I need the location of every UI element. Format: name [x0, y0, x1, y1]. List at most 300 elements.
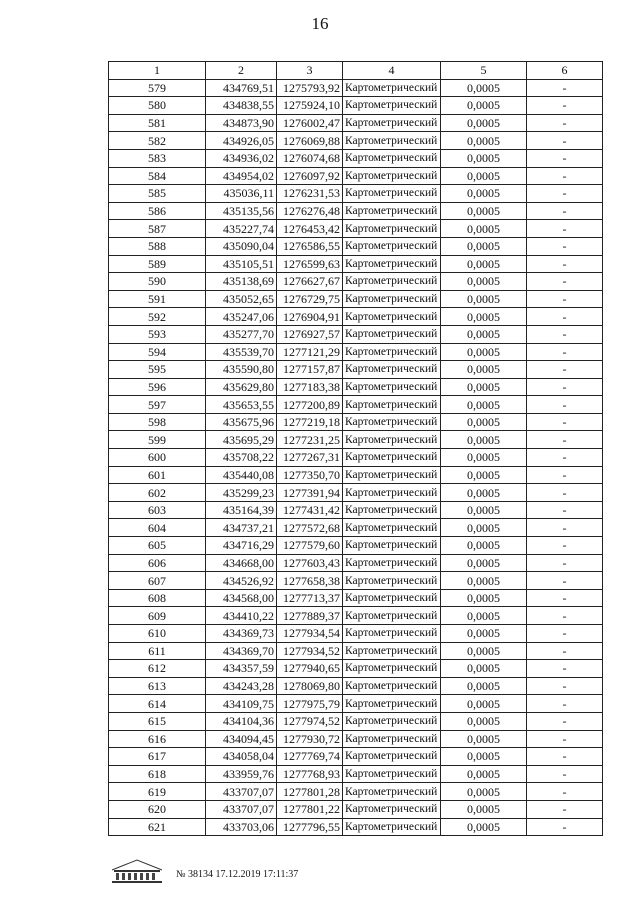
accuracy-cell: 0,0005 [441, 273, 527, 291]
note-cell: - [527, 79, 603, 97]
x-coordinate-cell: 435695,29 [206, 431, 277, 449]
method-cell: Картометрический [343, 642, 441, 660]
point-number-cell: 615 [109, 712, 206, 730]
method-cell: Картометрический [343, 220, 441, 238]
column-header: 5 [441, 62, 527, 80]
coordinates-table [108, 61, 603, 836]
method-cell: Картометрический [343, 149, 441, 167]
table-row [109, 413, 603, 431]
accuracy-cell: 0,0005 [441, 361, 527, 379]
y-coordinate-cell: 1277796,55 [277, 818, 343, 836]
point-number-cell: 590 [109, 273, 206, 291]
table-row [109, 589, 603, 607]
table-row [109, 449, 603, 467]
note-cell: - [527, 167, 603, 185]
note-cell: - [527, 572, 603, 590]
accuracy-cell: 0,0005 [441, 325, 527, 343]
y-coordinate-cell: 1277769,74 [277, 748, 343, 766]
accuracy-cell: 0,0005 [441, 712, 527, 730]
table-row [109, 660, 603, 678]
accuracy-cell: 0,0005 [441, 378, 527, 396]
point-number-cell: 609 [109, 607, 206, 625]
point-number-cell: 601 [109, 466, 206, 484]
y-coordinate-cell: 1276599,63 [277, 255, 343, 273]
method-cell: Картометрический [343, 537, 441, 555]
x-coordinate-cell: 434369,70 [206, 642, 277, 660]
table-row [109, 572, 603, 590]
note-cell: - [527, 114, 603, 132]
accuracy-cell: 0,0005 [441, 554, 527, 572]
accuracy-cell: 0,0005 [441, 97, 527, 115]
x-coordinate-cell: 434926,05 [206, 132, 277, 150]
column-header: 1 [109, 62, 206, 80]
table-row [109, 361, 603, 379]
table-row [109, 554, 603, 572]
x-coordinate-cell: 435090,04 [206, 237, 277, 255]
point-number-cell: 596 [109, 378, 206, 396]
method-cell: Картометрический [343, 396, 441, 414]
method-cell: Картометрический [343, 677, 441, 695]
method-cell: Картометрический [343, 519, 441, 537]
note-cell: - [527, 466, 603, 484]
accuracy-cell: 0,0005 [441, 290, 527, 308]
x-coordinate-cell: 434094,45 [206, 730, 277, 748]
y-coordinate-cell: 1277572,68 [277, 519, 343, 537]
accuracy-cell: 0,0005 [441, 202, 527, 220]
y-coordinate-cell: 1276002,47 [277, 114, 343, 132]
accuracy-cell: 0,0005 [441, 308, 527, 326]
table-row [109, 97, 603, 115]
accuracy-cell: 0,0005 [441, 748, 527, 766]
y-coordinate-cell: 1277889,37 [277, 607, 343, 625]
y-coordinate-cell: 1277930,72 [277, 730, 343, 748]
table-row [109, 220, 603, 238]
accuracy-cell: 0,0005 [441, 114, 527, 132]
table-row [109, 237, 603, 255]
note-cell: - [527, 783, 603, 801]
table-row [109, 695, 603, 713]
method-cell: Картометрический [343, 237, 441, 255]
y-coordinate-cell: 1277801,28 [277, 783, 343, 801]
y-coordinate-cell: 1277121,29 [277, 343, 343, 361]
point-number-cell: 616 [109, 730, 206, 748]
accuracy-cell: 0,0005 [441, 484, 527, 502]
note-cell: - [527, 712, 603, 730]
method-cell: Картометрический [343, 589, 441, 607]
table-row [109, 677, 603, 695]
note-cell: - [527, 255, 603, 273]
note-cell: - [527, 132, 603, 150]
table-row [109, 818, 603, 836]
note-cell: - [527, 537, 603, 555]
note-cell: - [527, 149, 603, 167]
method-cell: Картометрический [343, 255, 441, 273]
table-row [109, 273, 603, 291]
x-coordinate-cell: 435036,11 [206, 185, 277, 203]
note-cell: - [527, 642, 603, 660]
page-number: 16 [311, 14, 329, 33]
x-coordinate-cell: 435135,56 [206, 202, 277, 220]
accuracy-cell: 0,0005 [441, 149, 527, 167]
table-row [109, 484, 603, 502]
point-number-cell: 595 [109, 361, 206, 379]
method-cell: Картометрический [343, 572, 441, 590]
accuracy-cell: 0,0005 [441, 765, 527, 783]
x-coordinate-cell: 434716,29 [206, 537, 277, 555]
method-cell: Картометрический [343, 167, 441, 185]
y-coordinate-cell: 1277713,37 [277, 589, 343, 607]
y-coordinate-cell: 1276586,55 [277, 237, 343, 255]
accuracy-cell: 0,0005 [441, 431, 527, 449]
note-cell: - [527, 748, 603, 766]
method-cell: Картометрический [343, 783, 441, 801]
accuracy-cell: 0,0005 [441, 255, 527, 273]
point-number-cell: 603 [109, 501, 206, 519]
note-cell: - [527, 484, 603, 502]
note-cell: - [527, 378, 603, 396]
y-coordinate-cell: 1276627,67 [277, 273, 343, 291]
method-cell: Картометрический [343, 730, 441, 748]
accuracy-cell: 0,0005 [441, 695, 527, 713]
accuracy-cell: 0,0005 [441, 642, 527, 660]
note-cell: - [527, 185, 603, 203]
x-coordinate-cell: 434936,02 [206, 149, 277, 167]
x-coordinate-cell: 434737,21 [206, 519, 277, 537]
x-coordinate-cell: 434357,59 [206, 660, 277, 678]
point-number-cell: 620 [109, 800, 206, 818]
method-cell: Картометрический [343, 748, 441, 766]
point-number-cell: 611 [109, 642, 206, 660]
y-coordinate-cell: 1275924,10 [277, 97, 343, 115]
x-coordinate-cell: 435440,08 [206, 466, 277, 484]
x-coordinate-cell: 434410,22 [206, 607, 277, 625]
point-number-cell: 602 [109, 484, 206, 502]
table-row [109, 149, 603, 167]
table-row [109, 185, 603, 203]
y-coordinate-cell: 1277157,87 [277, 361, 343, 379]
x-coordinate-cell: 434369,73 [206, 625, 277, 643]
note-cell: - [527, 396, 603, 414]
y-coordinate-cell: 1277267,31 [277, 449, 343, 467]
table-row [109, 378, 603, 396]
table-row [109, 396, 603, 414]
table-row [109, 290, 603, 308]
y-coordinate-cell: 1277579,60 [277, 537, 343, 555]
x-coordinate-cell: 434668,00 [206, 554, 277, 572]
point-number-cell: 592 [109, 308, 206, 326]
point-number-cell: 585 [109, 185, 206, 203]
point-number-cell: 618 [109, 765, 206, 783]
accuracy-cell: 0,0005 [441, 449, 527, 467]
note-cell: - [527, 554, 603, 572]
method-cell: Картометрический [343, 79, 441, 97]
method-cell: Картометрический [343, 607, 441, 625]
y-coordinate-cell: 1277768,93 [277, 765, 343, 783]
method-cell: Картометрический [343, 413, 441, 431]
note-cell: - [527, 589, 603, 607]
point-number-cell: 604 [109, 519, 206, 537]
point-number-cell: 581 [109, 114, 206, 132]
accuracy-cell: 0,0005 [441, 79, 527, 97]
note-cell: - [527, 343, 603, 361]
table-row [109, 748, 603, 766]
x-coordinate-cell: 435590,80 [206, 361, 277, 379]
point-number-cell: 607 [109, 572, 206, 590]
x-coordinate-cell: 435247,06 [206, 308, 277, 326]
method-cell: Картометрический [343, 308, 441, 326]
x-coordinate-cell: 434873,90 [206, 114, 277, 132]
y-coordinate-cell: 1277940,65 [277, 660, 343, 678]
point-number-cell: 580 [109, 97, 206, 115]
note-cell: - [527, 202, 603, 220]
point-number-cell: 588 [109, 237, 206, 255]
point-number-cell: 597 [109, 396, 206, 414]
x-coordinate-cell: 435708,22 [206, 449, 277, 467]
y-coordinate-cell: 1275793,92 [277, 79, 343, 97]
accuracy-cell: 0,0005 [441, 800, 527, 818]
accuracy-cell: 0,0005 [441, 730, 527, 748]
method-cell: Картометрический [343, 273, 441, 291]
y-coordinate-cell: 1277431,42 [277, 501, 343, 519]
method-cell: Картометрический [343, 290, 441, 308]
accuracy-cell: 0,0005 [441, 343, 527, 361]
note-cell: - [527, 413, 603, 431]
note-cell: - [527, 431, 603, 449]
y-coordinate-cell: 1276276,48 [277, 202, 343, 220]
y-coordinate-cell: 1277219,18 [277, 413, 343, 431]
point-number-cell: 587 [109, 220, 206, 238]
point-number-cell: 600 [109, 449, 206, 467]
point-number-cell: 606 [109, 554, 206, 572]
note-cell: - [527, 325, 603, 343]
table-row [109, 625, 603, 643]
x-coordinate-cell: 435277,70 [206, 325, 277, 343]
method-cell: Картометрический [343, 378, 441, 396]
accuracy-cell: 0,0005 [441, 572, 527, 590]
y-coordinate-cell: 1278069,80 [277, 677, 343, 695]
method-cell: Картометрический [343, 695, 441, 713]
y-coordinate-cell: 1276074,68 [277, 149, 343, 167]
table-row [109, 114, 603, 132]
method-cell: Картометрический [343, 554, 441, 572]
point-number-cell: 614 [109, 695, 206, 713]
table-row [109, 167, 603, 185]
point-number-cell: 619 [109, 783, 206, 801]
method-cell: Картометрический [343, 431, 441, 449]
x-coordinate-cell: 434109,75 [206, 695, 277, 713]
x-coordinate-cell: 435227,74 [206, 220, 277, 238]
method-cell: Картометрический [343, 114, 441, 132]
y-coordinate-cell: 1276453,42 [277, 220, 343, 238]
y-coordinate-cell: 1277975,79 [277, 695, 343, 713]
y-coordinate-cell: 1276927,57 [277, 325, 343, 343]
table-row [109, 519, 603, 537]
table-row [109, 343, 603, 361]
table-row [109, 730, 603, 748]
point-number-cell: 613 [109, 677, 206, 695]
point-number-cell: 584 [109, 167, 206, 185]
x-coordinate-cell: 434104,36 [206, 712, 277, 730]
x-coordinate-cell: 434954,02 [206, 167, 277, 185]
accuracy-cell: 0,0005 [441, 167, 527, 185]
x-coordinate-cell: 435052,65 [206, 290, 277, 308]
point-number-cell: 605 [109, 537, 206, 555]
point-number-cell: 608 [109, 589, 206, 607]
x-coordinate-cell: 435675,96 [206, 413, 277, 431]
x-coordinate-cell: 435105,51 [206, 255, 277, 273]
table-row [109, 607, 603, 625]
note-cell: - [527, 519, 603, 537]
note-cell: - [527, 625, 603, 643]
y-coordinate-cell: 1276231,53 [277, 185, 343, 203]
accuracy-cell: 0,0005 [441, 660, 527, 678]
accuracy-cell: 0,0005 [441, 519, 527, 537]
y-coordinate-cell: 1276729,75 [277, 290, 343, 308]
accuracy-cell: 0,0005 [441, 501, 527, 519]
y-coordinate-cell: 1277603,43 [277, 554, 343, 572]
y-coordinate-cell: 1277183,38 [277, 378, 343, 396]
point-number-cell: 598 [109, 413, 206, 431]
y-coordinate-cell: 1277934,52 [277, 642, 343, 660]
note-cell: - [527, 361, 603, 379]
y-coordinate-cell: 1276097,92 [277, 167, 343, 185]
table-row [109, 202, 603, 220]
method-cell: Картометрический [343, 185, 441, 203]
accuracy-cell: 0,0005 [441, 537, 527, 555]
method-cell: Картометрический [343, 501, 441, 519]
table-row [109, 712, 603, 730]
table-row [109, 466, 603, 484]
table-row [109, 308, 603, 326]
y-coordinate-cell: 1277801,22 [277, 800, 343, 818]
point-number-cell: 583 [109, 149, 206, 167]
point-number-cell: 593 [109, 325, 206, 343]
y-coordinate-cell: 1277391,94 [277, 484, 343, 502]
method-cell: Картометрический [343, 325, 441, 343]
point-number-cell: 594 [109, 343, 206, 361]
y-coordinate-cell: 1277974,52 [277, 712, 343, 730]
table-row [109, 642, 603, 660]
point-number-cell: 586 [109, 202, 206, 220]
table-row [109, 765, 603, 783]
accuracy-cell: 0,0005 [441, 413, 527, 431]
accuracy-cell: 0,0005 [441, 589, 527, 607]
x-coordinate-cell: 435629,80 [206, 378, 277, 396]
table-row [109, 537, 603, 555]
note-cell: - [527, 308, 603, 326]
method-cell: Картометрический [343, 343, 441, 361]
accuracy-cell: 0,0005 [441, 818, 527, 836]
document-footer [108, 856, 298, 886]
x-coordinate-cell: 433707,07 [206, 783, 277, 801]
table-row [109, 132, 603, 150]
note-cell: - [527, 765, 603, 783]
x-coordinate-cell: 433703,06 [206, 818, 277, 836]
note-cell: - [527, 97, 603, 115]
x-coordinate-cell: 434769,51 [206, 79, 277, 97]
point-number-cell: 589 [109, 255, 206, 273]
y-coordinate-cell: 1277200,89 [277, 396, 343, 414]
method-cell: Картометрический [343, 361, 441, 379]
column-header: 4 [343, 62, 441, 80]
table-row [109, 431, 603, 449]
note-cell: - [527, 607, 603, 625]
column-header: 3 [277, 62, 343, 80]
method-cell: Картометрический [343, 132, 441, 150]
point-number-cell: 621 [109, 818, 206, 836]
column-header: 2 [206, 62, 277, 80]
accuracy-cell: 0,0005 [441, 677, 527, 695]
x-coordinate-cell: 435653,55 [206, 396, 277, 414]
note-cell: - [527, 273, 603, 291]
table-row [109, 255, 603, 273]
method-cell: Картометрический [343, 625, 441, 643]
point-number-cell: 612 [109, 660, 206, 678]
x-coordinate-cell: 435164,39 [206, 501, 277, 519]
point-number-cell: 610 [109, 625, 206, 643]
method-cell: Картометрический [343, 202, 441, 220]
accuracy-cell: 0,0005 [441, 220, 527, 238]
y-coordinate-cell: 1277658,38 [277, 572, 343, 590]
note-cell: - [527, 800, 603, 818]
table-row [109, 501, 603, 519]
accuracy-cell: 0,0005 [441, 237, 527, 255]
table-row [109, 783, 603, 801]
registration-number: № 38134 17.12.2019 17:11:37 [176, 869, 299, 880]
note-cell: - [527, 290, 603, 308]
method-cell: Картометрический [343, 765, 441, 783]
accuracy-cell: 0,0005 [441, 132, 527, 150]
x-coordinate-cell: 433959,76 [206, 765, 277, 783]
y-coordinate-cell: 1277231,25 [277, 431, 343, 449]
note-cell: - [527, 818, 603, 836]
note-cell: - [527, 220, 603, 238]
y-coordinate-cell: 1277350,70 [277, 466, 343, 484]
accuracy-cell: 0,0005 [441, 783, 527, 801]
table-header-row [109, 62, 603, 80]
method-cell: Картометрический [343, 800, 441, 818]
accuracy-cell: 0,0005 [441, 185, 527, 203]
point-number-cell: 591 [109, 290, 206, 308]
x-coordinate-cell: 434058,04 [206, 748, 277, 766]
accuracy-cell: 0,0005 [441, 466, 527, 484]
note-cell: - [527, 660, 603, 678]
method-cell: Картометрический [343, 97, 441, 115]
y-coordinate-cell: 1276904,91 [277, 308, 343, 326]
x-coordinate-cell: 433707,07 [206, 800, 277, 818]
x-coordinate-cell: 434838,55 [206, 97, 277, 115]
point-number-cell: 599 [109, 431, 206, 449]
x-coordinate-cell: 434526,92 [206, 572, 277, 590]
y-coordinate-cell: 1276069,88 [277, 132, 343, 150]
accuracy-cell: 0,0005 [441, 625, 527, 643]
method-cell: Картометрический [343, 818, 441, 836]
note-cell: - [527, 695, 603, 713]
table-row [109, 800, 603, 818]
table-body [109, 79, 603, 836]
accuracy-cell: 0,0005 [441, 396, 527, 414]
note-cell: - [527, 677, 603, 695]
note-cell: - [527, 730, 603, 748]
x-coordinate-cell: 434243,28 [206, 677, 277, 695]
table-row [109, 325, 603, 343]
note-cell: - [527, 501, 603, 519]
x-coordinate-cell: 434568,00 [206, 589, 277, 607]
x-coordinate-cell: 435138,69 [206, 273, 277, 291]
x-coordinate-cell: 435539,70 [206, 343, 277, 361]
method-cell: Картометрический [343, 484, 441, 502]
point-number-cell: 579 [109, 79, 206, 97]
